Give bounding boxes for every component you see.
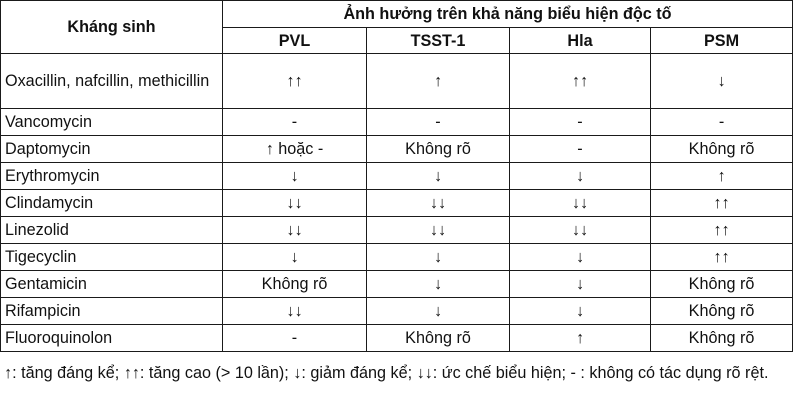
effect-hla: ↓ bbox=[510, 163, 651, 190]
drug-name: Fluoroquinolon bbox=[1, 325, 223, 352]
effect-pvl: ↓↓ bbox=[223, 190, 367, 217]
effect-hla: - bbox=[510, 136, 651, 163]
effect-psm: ↑↑ bbox=[651, 190, 793, 217]
table-row bbox=[1, 244, 793, 271]
drug-name: Erythromycin bbox=[1, 163, 223, 190]
effect-pvl: ↑ hoặc - bbox=[223, 136, 367, 163]
effect-psm: ↑↑ bbox=[651, 217, 793, 244]
header-antibiotic: Kháng sinh bbox=[1, 1, 223, 54]
table-row bbox=[1, 136, 793, 163]
drug-name: Daptomycin bbox=[1, 136, 223, 163]
drug-name: Oxacillin, nafcillin, methicillin bbox=[1, 54, 223, 109]
effect-hla: ↓ bbox=[510, 244, 651, 271]
effect-pvl: ↓↓ bbox=[223, 298, 367, 325]
drug-name: Vancomycin bbox=[1, 109, 223, 136]
effect-psm: Không rõ bbox=[651, 136, 793, 163]
effect-hla: ↑↑ bbox=[510, 54, 651, 109]
drug-name: Linezolid bbox=[1, 217, 223, 244]
effect-hla: ↑ bbox=[510, 325, 651, 352]
effect-tsst1: ↓↓ bbox=[367, 217, 510, 244]
effect-psm: Không rõ bbox=[651, 298, 793, 325]
header-toxin-psm: PSM bbox=[651, 28, 793, 54]
effect-tsst1: ↑ bbox=[367, 54, 510, 109]
effect-psm: ↑ bbox=[651, 163, 793, 190]
effect-pvl: ↓↓ bbox=[223, 217, 367, 244]
effect-pvl: ↓ bbox=[223, 163, 367, 190]
drug-name: Tigecyclin bbox=[1, 244, 223, 271]
header-toxin-pvl: PVL bbox=[223, 28, 367, 54]
table-row bbox=[1, 109, 793, 136]
table-row bbox=[1, 271, 793, 298]
effect-pvl: ↑↑ bbox=[223, 54, 367, 109]
effect-hla: ↓↓ bbox=[510, 217, 651, 244]
table-row bbox=[1, 217, 793, 244]
effect-tsst1: ↓↓ bbox=[367, 190, 510, 217]
effect-psm: - bbox=[651, 109, 793, 136]
effect-tsst1: ↓ bbox=[367, 298, 510, 325]
drug-name: Clindamycin bbox=[1, 190, 223, 217]
effect-tsst1: ↓ bbox=[367, 271, 510, 298]
effect-tsst1: ↓ bbox=[367, 244, 510, 271]
effect-hla: ↓ bbox=[510, 298, 651, 325]
table-row bbox=[1, 54, 793, 109]
table-row bbox=[1, 298, 793, 325]
effect-psm: Không rõ bbox=[651, 271, 793, 298]
effect-tsst1: ↓ bbox=[367, 163, 510, 190]
effect-pvl: - bbox=[223, 109, 367, 136]
table-row bbox=[1, 325, 793, 352]
effect-tsst1: - bbox=[367, 109, 510, 136]
effect-pvl: - bbox=[223, 325, 367, 352]
effect-psm: ↑↑ bbox=[651, 244, 793, 271]
effect-tsst1: Không rõ bbox=[367, 325, 510, 352]
drug-name: Gentamicin bbox=[1, 271, 223, 298]
effect-pvl: ↓ bbox=[223, 244, 367, 271]
header-toxin-tsst1: TSST-1 bbox=[367, 28, 510, 54]
drug-name: Rifampicin bbox=[1, 298, 223, 325]
header-toxin-effect: Ảnh hưởng trên khả năng biểu hiện độc tố bbox=[223, 1, 793, 28]
effect-hla: - bbox=[510, 109, 651, 136]
effect-tsst1: Không rõ bbox=[367, 136, 510, 163]
table-row bbox=[1, 163, 793, 190]
effect-hla: ↓↓ bbox=[510, 190, 651, 217]
effect-pvl: Không rõ bbox=[223, 271, 367, 298]
header-toxin-hla: Hla bbox=[510, 28, 651, 54]
effect-hla: ↓ bbox=[510, 271, 651, 298]
legend-footnote: ↑: tăng đáng kể; ↑↑: tăng cao (> 10 lần); ↓: giảm đáng kể; ↓↓: ức chế biểu hiện; - : không có tác dụng rõ rệt. bbox=[4, 364, 769, 382]
effect-psm: ↓ bbox=[651, 54, 793, 109]
effect-psm: Không rõ bbox=[651, 325, 793, 352]
table-row bbox=[1, 190, 793, 217]
header-row-1 bbox=[1, 1, 793, 28]
